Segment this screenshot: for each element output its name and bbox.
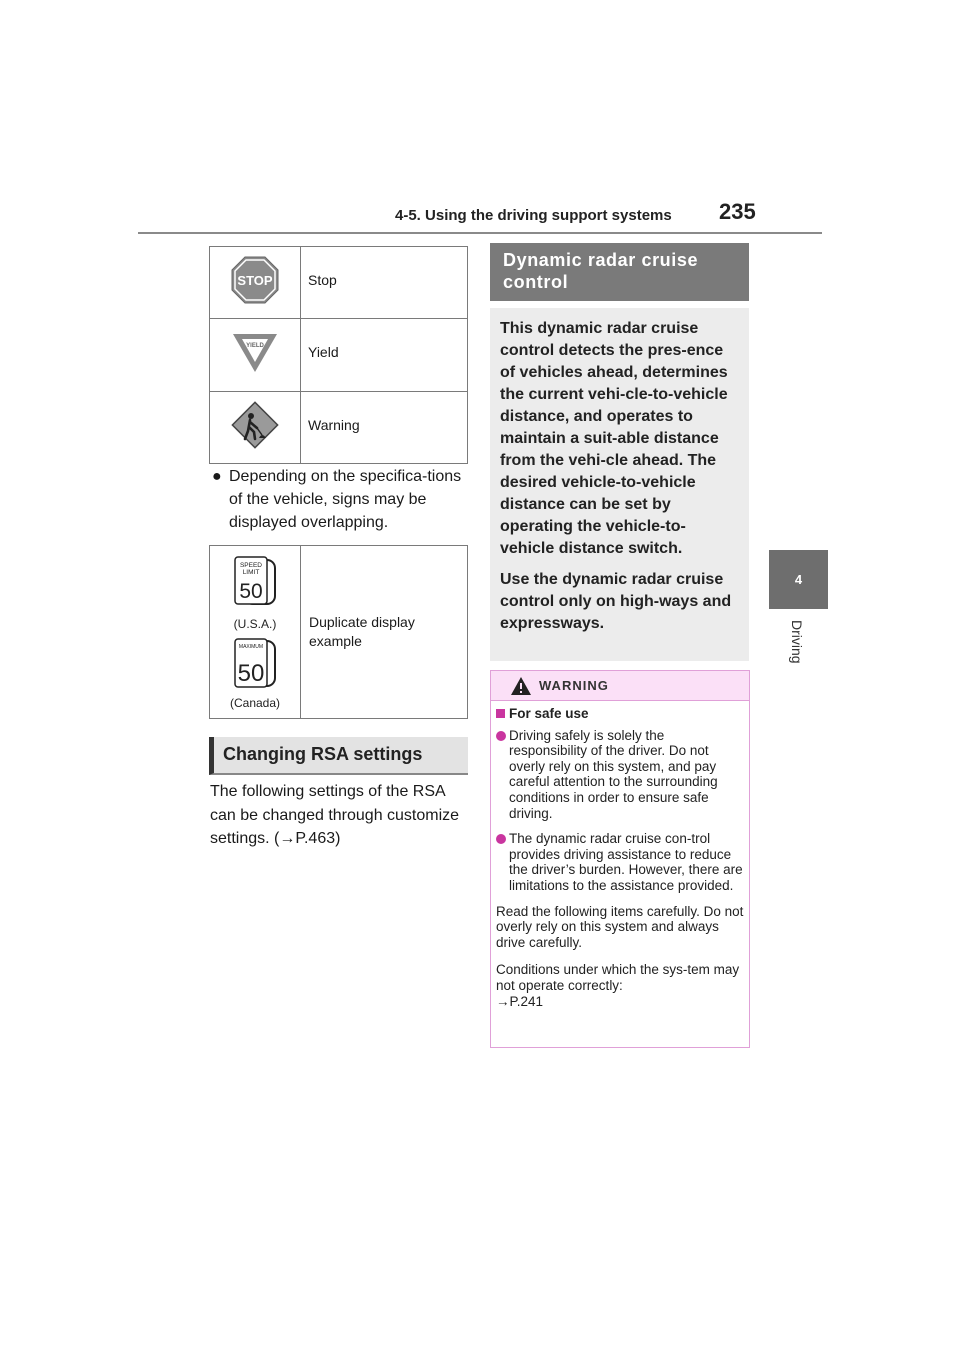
circle-bullet-icon [496,834,506,844]
page-reference-link[interactable]: P.241 [509,993,544,1009]
heading-line: Dynamic radar cruise [503,250,699,270]
warning-body [491,701,749,1009]
speed-limit-sign-icon [225,554,285,612]
stop-sign-icon [230,255,280,305]
rsa-body-text: The following settings of the RSA can be changed through customize settings. ( [210,783,460,847]
sign-label-stop: Stop [301,247,468,319]
arrow-right-icon: → [496,993,510,1009]
warning-paragraph [496,962,744,1009]
chapter-number: 4 [794,572,803,587]
table-row [210,546,468,719]
chapter-name: Driving [789,620,805,664]
circle-bullet-icon [496,731,506,741]
bullet-text: Depending on the specifica-tions of the vehicle, signs may be displayed overlapping. [229,468,462,531]
dynamic-radar-summary [490,308,749,661]
chapter-tab [769,550,828,609]
sign-cell [210,247,301,319]
chapter-label [779,620,817,680]
stop-sign-text: STOP [237,273,273,288]
section-heading-rsa [209,737,468,775]
rsa-body-suffix: ) [335,830,341,847]
arrow-right-icon: → [279,830,296,847]
page-number: 235 [719,199,756,224]
duplicate-display-table [209,545,468,719]
table-row [210,247,468,319]
warning-paragraph-text: Conditions under which the sys-tem may not operate correctly: [496,962,740,993]
canada-caption: (Canada) [229,696,281,710]
usa-caption: (U.S.A.) [233,617,277,631]
warning-item [496,728,744,822]
yield-sign-text: YIELD [246,342,264,349]
header-rule [138,232,822,234]
summary-paragraph: This dynamic radar cruise control detects the pres-ence of vehicles ahead, determines the current vehi-cle-to-vehicle distance, and operates to maintain a suit-able distance from the vehi-cle ahead. The desired vehicle-to-vehicle distance can be set by operating the vehicle-to-vehicle distance switch. [500,320,728,557]
road-work-sign-icon [231,401,279,449]
speed-limit-line2: LIMIT [242,569,260,576]
section-heading-dynamic-radar [490,243,749,301]
summary-paragraph: Use the dynamic radar cruise control only on high-ways and expressways. [500,571,732,632]
maximum-sign-number: 50 [237,660,265,687]
sign-label-warning: Warning [301,392,468,464]
bullet-dot-icon: ● [212,468,222,485]
warning-triangle-icon [510,676,532,696]
speed-limit-line1: SPEED [239,562,263,569]
duplicate-display-label: Duplicate display example [301,546,468,719]
duplicate-signs-cell [210,546,301,719]
sign-cell [210,392,301,464]
square-bullet-icon [496,709,505,718]
section-heading-text: Changing RSA settings [223,744,423,764]
maximum-sign-text: MAXIMUM [238,644,264,650]
heading-line: control [503,272,569,292]
sign-table [209,246,468,464]
warning-box [490,670,750,1048]
page-reference-link[interactable]: P.463 [295,830,336,847]
section-title: 4-5. Using the driving support systems [395,207,672,224]
warning-subheading-text: For safe use [509,706,589,721]
warning-header [491,671,749,701]
speed-limit-number: 50 [239,580,263,603]
warning-paragraph: Read the following items carefully. Do not overly rely on this system and always drive carefully. [496,903,744,950]
warning-item-text: The dynamic radar cruise con-trol provides driving assistance to reduce the driver’s burden. However, there are limitations to the assistance provided. [509,831,743,893]
bullet-note [212,465,472,534]
sign-label-yield: Yield [301,319,468,392]
warning-subheading [496,706,744,722]
sign-cell [210,319,301,392]
table-row [210,319,468,392]
maximum-speed-sign-icon [225,637,285,691]
table-row [210,392,468,464]
warning-item-text: Driving safely is solely the responsibility of the driver. Do not overly rely on this system, and pay careful attention to the surrounding conditions in order to ensure safe driving. [509,727,718,821]
yield-sign-icon [231,332,279,374]
warning-label: WARNING [539,678,609,693]
warning-item [496,831,744,893]
rsa-body [210,780,470,851]
